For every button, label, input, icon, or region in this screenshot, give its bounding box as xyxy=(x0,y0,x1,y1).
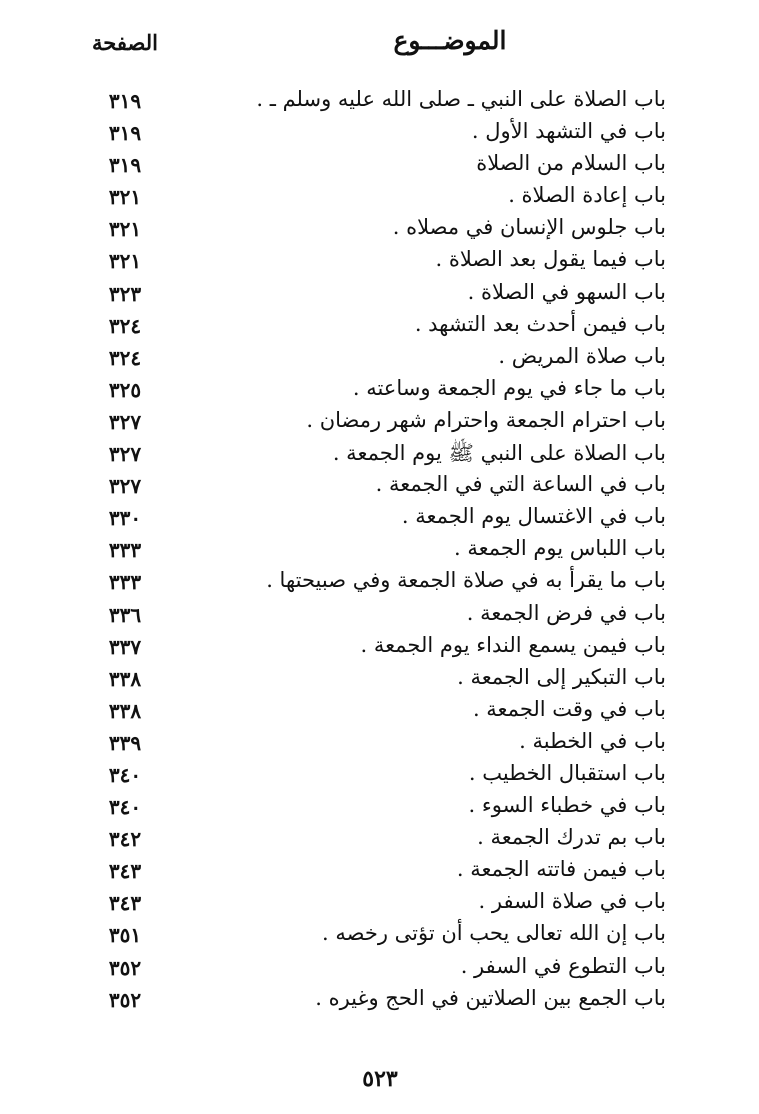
toc-entry xyxy=(0,599,759,631)
toc-entry xyxy=(0,310,759,342)
toc-entry-page: ٣١٩ xyxy=(108,89,142,113)
toc-entry xyxy=(0,919,759,951)
toc-entry-title: باب في فرض الجمعة . xyxy=(466,600,666,625)
toc-entry-title: باب فيمن أحدث بعد التشهد . xyxy=(414,311,666,336)
toc-entry-title: باب فيمن يسمع النداء يوم الجمعة . xyxy=(360,632,666,657)
toc-entry-title: باب التطوع في السفر . xyxy=(460,953,666,978)
toc-entry-title: باب في الاغتسال يوم الجمعة . xyxy=(401,504,666,529)
toc-entry xyxy=(0,117,759,149)
toc-entry-page: ٣٤٣ xyxy=(108,859,142,884)
toc-entry xyxy=(0,631,759,663)
toc-entry-page: ٣١٩ xyxy=(108,121,142,146)
toc-entry-title: باب الصلاة على النبي ﷺ يوم الجمعة . xyxy=(332,441,666,466)
toc-entry-page: ٣٤٢ xyxy=(108,827,142,852)
toc-entry-page: ٣٢٧ xyxy=(108,474,142,499)
toc-entry xyxy=(0,470,759,502)
toc-entry xyxy=(0,887,759,919)
toc-entry-page: ٣٣٩ xyxy=(108,730,142,755)
toc-entry-page: ٣٣٧ xyxy=(108,634,142,659)
toc-entry xyxy=(0,695,759,727)
toc-entry xyxy=(0,855,759,887)
toc-entry-title: باب في الخطبة . xyxy=(519,728,666,753)
toc-entry-page: ٣٢٣ xyxy=(108,281,142,306)
toc-entry xyxy=(0,85,759,117)
toc-entry-page: ٣٢٤ xyxy=(108,345,142,370)
page-number: ٥٢٣ xyxy=(362,1066,398,1092)
toc-entry-page: ٣٢١ xyxy=(108,185,142,210)
toc-entry-title: باب في وقت الجمعة . xyxy=(472,696,666,721)
toc-entry-page: ٣١٩ xyxy=(108,153,142,178)
toc-entry xyxy=(0,438,759,470)
toc-entry-title: باب جلوس الإنسان في مصلاه . xyxy=(392,215,666,240)
toc-entry-title: باب صلاة المريض . xyxy=(498,343,666,368)
toc-entry xyxy=(0,566,759,598)
toc-entry-title: باب اللباس يوم الجمعة . xyxy=(454,536,666,561)
toc-entry xyxy=(0,149,759,181)
toc-entry-page: ٣٢١ xyxy=(108,217,142,242)
page-column-heading: الصفحة xyxy=(92,30,158,55)
toc-entry-title: باب التبكير إلى الجمعة . xyxy=(457,664,666,689)
toc-entry-title: باب في صلاة السفر . xyxy=(478,889,666,914)
toc-entry xyxy=(0,245,759,277)
toc-entry xyxy=(0,759,759,791)
toc-entry-title: باب إعادة الصلاة . xyxy=(508,183,666,208)
toc-entry xyxy=(0,952,759,984)
toc-entry-page: ٣٤٣ xyxy=(108,891,142,916)
toc-entry-title: باب في الساعة التي في الجمعة . xyxy=(375,472,666,497)
toc-entry-page: ٣٣٨ xyxy=(108,698,142,723)
toc-entry-page: ٣٢٧ xyxy=(108,442,142,467)
toc-entry xyxy=(0,984,759,1016)
toc-entry xyxy=(0,727,759,759)
toc-entry-title: باب الجمع بين الصلاتين في الحج وغيره . xyxy=(315,985,666,1010)
toc-entry-page: ٣٢٤ xyxy=(108,313,142,338)
toc-entry xyxy=(0,213,759,245)
toc-entry-page: ٣٣٦ xyxy=(108,602,142,627)
toc-entry xyxy=(0,502,759,534)
toc-entry-title: باب في التشهد الأول . xyxy=(471,119,666,144)
subject-column-heading: الموضـــوع xyxy=(393,26,507,55)
toc-entry xyxy=(0,823,759,855)
toc-entry-title: باب السهو في الصلاة . xyxy=(467,279,666,304)
toc-entry-page: ٣٤٠ xyxy=(108,762,142,787)
toc-entry-page: ٣٢٧ xyxy=(108,409,142,434)
toc-entry-page: ٣٥١ xyxy=(108,923,142,948)
toc-entry-page: ٣٣٨ xyxy=(108,666,142,691)
toc-entry-page: ٣٣٠ xyxy=(108,506,142,531)
toc-entry-title: باب في خطباء السوء . xyxy=(468,793,666,818)
table-of-contents xyxy=(0,85,759,1016)
toc-entry-title: باب ما يقرأ به في صلاة الجمعة وفي صبيحتها . xyxy=(266,568,666,593)
toc-entry-title: باب فيما يقول بعد الصلاة . xyxy=(435,247,666,272)
toc-entry-title: باب ما جاء في يوم الجمعة وساعته . xyxy=(352,375,666,400)
toc-entry-page: ٣٥٢ xyxy=(108,987,142,1012)
toc-entry-title: باب السلام من الصلاة xyxy=(476,151,666,176)
toc-entry-title: باب احترام الجمعة واحترام شهر رمضان . xyxy=(306,407,666,432)
toc-entry xyxy=(0,278,759,310)
toc-entry-page: ٣٣٣ xyxy=(108,570,142,595)
toc-entry xyxy=(0,374,759,406)
toc-entry-page: ٣٤٠ xyxy=(108,795,142,820)
toc-entry xyxy=(0,534,759,566)
toc-entry xyxy=(0,791,759,823)
toc-entry-title: باب إن الله تعالى يحب أن تؤتى رخصه . xyxy=(322,921,666,946)
toc-entry-page: ٣٥٢ xyxy=(108,955,142,980)
toc-entry-title: باب استقبال الخطيب . xyxy=(468,760,666,785)
toc-entry-title: باب الصلاة على النبي ـ صلى الله عليه وسلم ـ . xyxy=(256,87,666,111)
toc-entry xyxy=(0,663,759,695)
toc-entry-page: ٣٣٣ xyxy=(108,538,142,563)
toc-entry xyxy=(0,342,759,374)
toc-entry-title: باب بم تدرك الجمعة . xyxy=(477,825,666,850)
toc-entry-page: ٣٢٥ xyxy=(108,377,142,402)
toc-entry xyxy=(0,406,759,438)
toc-entry-title: باب فيمن فاتته الجمعة . xyxy=(456,857,666,882)
toc-entry xyxy=(0,181,759,213)
toc-entry-page: ٣٢١ xyxy=(108,249,142,274)
